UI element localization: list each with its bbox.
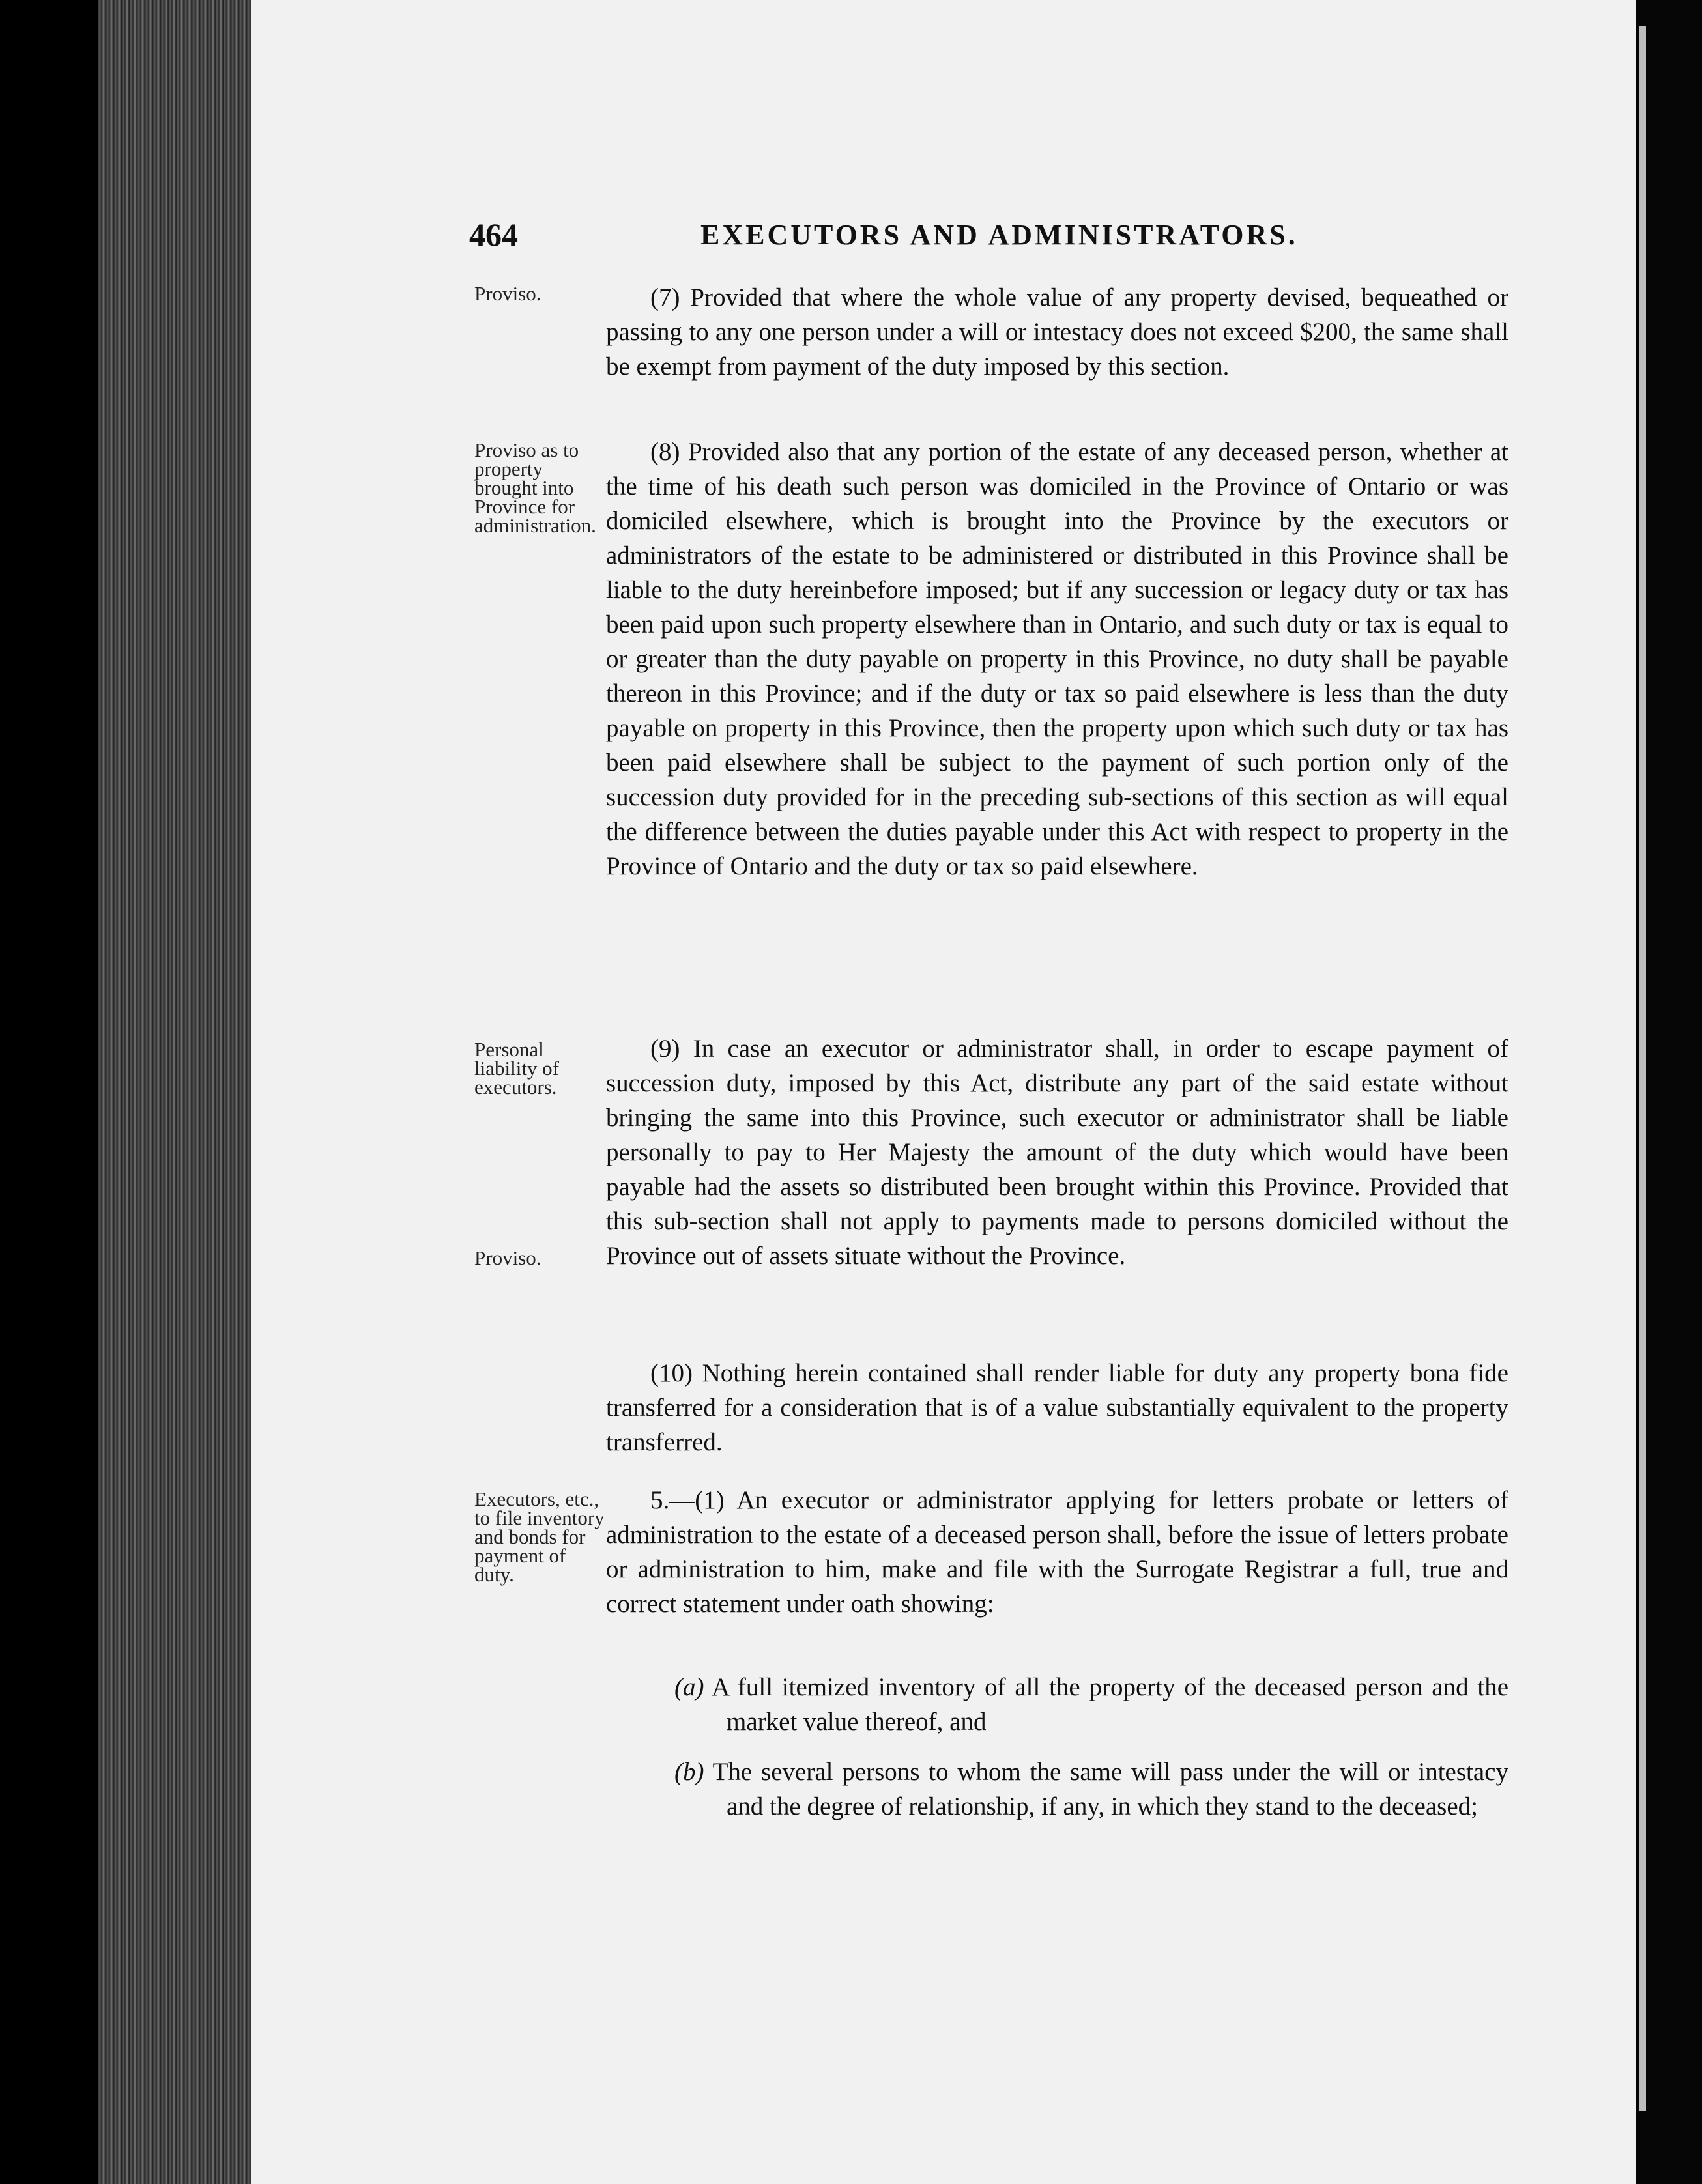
margin-note-executors-inventory: Executors, etc., to file inventory and bonds for payment of duty.: [474, 1487, 605, 1586]
list-item-b: [674, 1755, 1508, 1824]
margin-note-personal-liability: Personal liability of executors.: [474, 1038, 560, 1099]
item-text: A full itemized inventory of all the property of the deceased person and the market value thereof, and: [712, 1673, 1508, 1736]
item-label: (b): [674, 1758, 704, 1786]
paragraph-9: [606, 1031, 1508, 1273]
margin-note-proviso: Proviso.: [474, 282, 541, 305]
paragraph-text: (9) In case an executor or administrator shall, in order to escape payment of succession duty, imposed by this Act, distribute any part of the said estate without bringing the same into this Province, such executor or administrator shall be liable personally to pay to Her Majesty the amount of the duty which would have been payable had the assets so distributed been brought within this Province. Provided that this sub-section shall not apply to payments made to persons domiciled without the Province out of assets situate without the Province.: [606, 1035, 1508, 1270]
paragraph-text: (7) Provided that where the whole value of any property devised, bequeathed or passing to any one person under a will or intestacy does not exceed $200, the same shall be exempt from payment of the duty imposed by this section.: [606, 283, 1508, 381]
paragraph-10: [606, 1356, 1508, 1459]
next-page-sliver: [1639, 26, 1646, 2111]
page-title: EXECUTORS AND ADMINISTRATORS.: [700, 218, 1298, 251]
list-item-a: [674, 1670, 1508, 1739]
page-number: 464: [469, 216, 518, 253]
margin-note-proviso-property: Proviso as to property brought into Province for administration.: [474, 438, 596, 537]
paragraph-text: (8) Provided also that any portion of the estate of any deceased person, whether at the time of his death such person was domiciled in the Province of Ontario or was domiciled elsewhere, which is brought into the Province by the executors or administrators of the estate to be administered or distributed in this Province shall be liable to the duty hereinbefore imposed; but if any succession or legacy duty or tax has been paid upon such property elsewhere than in Ontario, and such duty or tax is equal to or greater than the duty payable on property in this Province, no duty shall be payable thereon in this Province; and if the duty or tax so paid elsewhere is less than the duty payable on property in this Province, then the property upon which such duty or tax has been paid elsewhere shall be subject to the payment of such portion only of the succession duty provided for in the preceding sub-sections of this section as will equal the difference between the duties payable under this Act with respect to property in the Province of Ontario and the duty or tax so paid elsewhere.: [606, 438, 1508, 880]
paragraph-text: 5.—(1) An executor or administrator applying for letters probate or letters of administration to the estate of a deceased person shall, before the issue of letters probate or administration to him, make and file with the Surrogate Registrar a full, true and correct statement under oath showing:: [606, 1486, 1508, 1618]
next-page-edge: [1636, 0, 1702, 2184]
item-label: (a): [674, 1673, 704, 1701]
margin-note-proviso-2: Proviso.: [474, 1246, 541, 1269]
paragraph-text: (10) Nothing herein contained shall render liable for duty any property bona fide transferred for a consideration that is of a value substantially equivalent to the property transferred.: [606, 1359, 1508, 1456]
paragraph-8: [606, 435, 1508, 884]
item-text: The several persons to whom the same will pass under the will or intestacy and the degree of relationship, if any, in which they stand to the deceased;: [712, 1758, 1508, 1820]
paragraph-7: [606, 280, 1508, 384]
section-5-1: [606, 1483, 1508, 1621]
book-page-edge: [98, 0, 254, 2184]
running-header: [469, 215, 1512, 254]
